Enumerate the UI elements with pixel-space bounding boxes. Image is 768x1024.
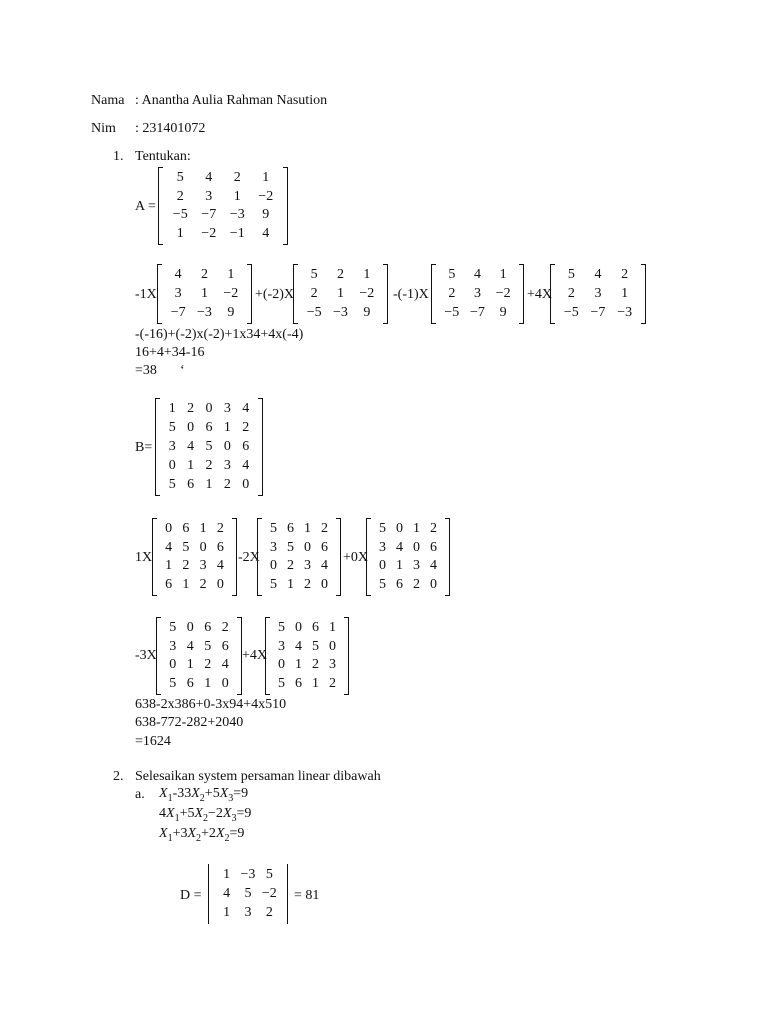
variable-subscript: 1 (174, 812, 180, 824)
question-2-title: Selesaikan system persaman linear dibawah (135, 769, 381, 784)
matrix-cell: 2 (221, 620, 229, 636)
matrix-cell: −2 (223, 286, 239, 301)
matrix-cell: 1 (227, 267, 235, 283)
matrix-cell: 0 (242, 476, 250, 492)
matrix-cell: 5 (265, 867, 273, 883)
bracket-left (550, 264, 555, 324)
question-2-number: 2. (113, 769, 124, 784)
matrix-cell: 9 (227, 304, 235, 320)
matrix-cell: 6 (182, 521, 190, 537)
matrix-cell: 5 (287, 539, 294, 555)
bracket-right (247, 264, 252, 324)
matrix-cell: 4 (430, 558, 437, 574)
matrix-cell: 6 (287, 521, 294, 537)
matrix-cell: 1 (287, 576, 294, 592)
matrix-cell: −5 (563, 304, 579, 320)
matrix-cell: 6 (242, 439, 250, 454)
matrix-cell: −3 (333, 304, 348, 320)
matrix-cell: 6 (205, 420, 213, 436)
determinant-d-result: = 81 (294, 888, 320, 903)
matrix-cell: 4 (223, 886, 231, 901)
matrix-cell: −2 (258, 188, 274, 204)
matrix-cell: 2 (182, 558, 190, 574)
matrix-cell: 5 (278, 620, 285, 636)
variable-subscript: 1 (167, 792, 173, 804)
matrix-cell: 5 (379, 576, 386, 592)
matrix-cell: 2 (287, 558, 294, 574)
matrix-cell: 3 (223, 401, 231, 417)
sub-question-a: a. (135, 787, 145, 802)
variable-subscript: 2 (203, 812, 209, 824)
matrix-cell: 6 (221, 638, 229, 654)
equation-variable: X (159, 826, 168, 841)
matrix-cell: −7 (201, 207, 217, 223)
matrix-cell: 1 (233, 188, 241, 204)
equation-operator: 4 (159, 806, 166, 821)
matrix-cell: 0 (304, 539, 311, 555)
equation-operator: =9 (229, 826, 245, 841)
calculation-b-result: =1624 (135, 734, 171, 749)
matrix-cell: 2 (321, 521, 328, 537)
expansion-b-coef: 1X (135, 550, 153, 565)
expansion-b-minor (265, 617, 349, 695)
matrix-cell: −1 (229, 225, 245, 241)
matrix-cell: 1 (396, 558, 403, 574)
determinant-d-label: D = (180, 888, 202, 903)
nama-label: Nama (91, 93, 125, 108)
equation-variable: X (166, 806, 175, 821)
equation-variable: X (219, 786, 229, 801)
matrix-cell: −3 (229, 207, 245, 223)
matrix-cell: 2 (176, 188, 184, 204)
expansion-b-coef: +4X (242, 648, 268, 663)
equation-operator: +5 (204, 786, 220, 801)
bracket-left (293, 264, 298, 324)
matrix-cell: 3 (270, 539, 277, 555)
matrix-cell: 5 (270, 521, 277, 537)
matrix-cell: 0 (205, 401, 213, 417)
matrix-cell: 6 (321, 539, 328, 555)
matrix-cell: 5 (176, 170, 184, 186)
matrix-cell: 1 (186, 657, 194, 673)
matrix-cell: 0 (187, 420, 195, 436)
equation-variable: X (191, 786, 200, 801)
matrix-cell: 5 (379, 521, 386, 537)
matrix-b (155, 398, 263, 496)
nama-value: : Anantha Aulia Rahman Nasution (135, 93, 328, 108)
matrix-cell: −5 (306, 304, 322, 320)
matrix-cell: −7 (590, 304, 606, 320)
matrix-cell: 4 (295, 638, 302, 654)
matrix-cell: 1 (176, 225, 184, 241)
matrix-cell: 0 (430, 576, 437, 592)
matrix-cell: 2 (621, 267, 629, 283)
bracket-right (519, 264, 524, 324)
variable-subscript: 2 (224, 832, 230, 844)
expansion-b-coef: -3X (135, 648, 157, 663)
matrix-cell: 1 (187, 457, 195, 473)
matrix-cell: 1 (223, 867, 231, 883)
matrix-cell: 4 (221, 657, 229, 673)
expansion-a-minor (293, 264, 388, 324)
determinant-d (208, 864, 288, 924)
matrix-cell: 3 (278, 638, 285, 654)
matrix-cell: 0 (379, 558, 386, 574)
expansion-a-coef: +4X (527, 287, 553, 302)
matrix-cell: 2 (200, 267, 208, 283)
calculation-a-result: =38 (135, 363, 157, 378)
matrix-cell: 4 (186, 638, 194, 654)
matrix-cell: 2 (448, 286, 456, 301)
equation-operator: =9 (236, 806, 252, 821)
question-1-title: Tentukan: (135, 149, 191, 164)
matrix-cell: 5 (278, 675, 285, 691)
matrix-cell: −3 (240, 867, 256, 883)
matrix-cell: 4 (165, 539, 173, 555)
matrix-cell: −2 (201, 225, 217, 241)
matrix-cell: 0 (199, 539, 207, 555)
variable-subscript: 3 (231, 812, 237, 824)
bracket-left (366, 518, 371, 596)
equation-variable: X (215, 826, 225, 841)
equation-variable: X (159, 786, 168, 801)
bracket-left (431, 264, 436, 324)
expansion-b-coef: +0X (343, 550, 369, 565)
matrix-a-label: A = (135, 199, 156, 214)
matrix-cell: 6 (187, 476, 195, 492)
matrix-cell: 3 (199, 558, 207, 574)
matrix-cell: 1 (336, 286, 344, 301)
matrix-cell: 2 (205, 457, 213, 473)
matrix-cell: 0 (221, 675, 229, 691)
matrix-cell: 0 (321, 576, 328, 592)
matrix-cell: 4 (242, 457, 250, 473)
expansion-b-minor (366, 518, 450, 596)
matrix-cell: 9 (499, 304, 507, 320)
matrix-cell: 5 (182, 539, 190, 555)
matrix-cell: 3 (473, 286, 481, 301)
bracket-left (157, 264, 162, 324)
matrix-cell: 3 (304, 558, 311, 574)
matrix-cell: 1 (199, 521, 207, 537)
matrix-a (158, 167, 288, 245)
matrix-cell: 0 (216, 576, 224, 592)
variable-subscript: 3 (228, 792, 234, 804)
bracket-left (155, 398, 160, 496)
matrix-cell: 2 (430, 521, 437, 537)
equation-line (159, 806, 251, 827)
matrix-cell: 5 (169, 675, 177, 691)
matrix-cell: 9 (262, 207, 270, 223)
expansion-b-minor (156, 617, 242, 695)
matrix-cell: 5 (270, 576, 277, 592)
matrix-cell: −2 (261, 886, 277, 901)
matrix-cell: 6 (430, 539, 437, 555)
question-1-number: 1. (113, 149, 124, 164)
matrix-cell: 0 (295, 620, 302, 636)
variable-subscript: 2 (199, 792, 205, 804)
matrix-b-label: B= (135, 440, 153, 455)
equation-operator: +2 (201, 826, 216, 841)
expansion-a-coef: -1X (135, 287, 157, 302)
matrix-cell: 6 (295, 675, 302, 691)
matrix-cell: 2 (216, 521, 224, 537)
matrix-cell: 1 (204, 675, 212, 691)
equation-line (159, 786, 248, 807)
expansion-a-coef: +(-2)X (255, 287, 294, 302)
matrix-cell: 0 (186, 620, 194, 636)
matrix-cell: −2 (359, 286, 375, 301)
equation-variable: X (194, 806, 204, 821)
matrix-cell: 2 (233, 170, 241, 186)
matrix-cell: 5 (168, 420, 176, 436)
nim-value: : 231401072 (135, 121, 206, 136)
matrix-cell: 3 (169, 638, 177, 654)
matrix-cell: 2 (204, 657, 212, 673)
bracket-right (258, 398, 263, 496)
matrix-cell: 1 (262, 170, 270, 186)
matrix-cell: 0 (270, 558, 277, 574)
bracket-left (156, 617, 161, 695)
expansion-a-minor (431, 264, 524, 324)
matrix-cell: −3 (197, 304, 212, 320)
matrix-cell: 2 (567, 286, 575, 301)
bracket-right (232, 518, 237, 596)
matrix-cell: 2 (312, 657, 319, 673)
expansion-b-minor (257, 518, 341, 596)
matrix-cell: 1 (205, 476, 213, 492)
bracket-right (383, 264, 388, 324)
matrix-cell: 6 (396, 576, 403, 592)
matrix-cell: 6 (312, 620, 319, 636)
calculation-b-line: 638-2x386+0-3x94+4x510 (135, 697, 287, 712)
matrix-cell: −7 (170, 304, 186, 320)
matrix-cell: 1 (329, 620, 336, 636)
matrix-cell: 5 (244, 886, 252, 901)
matrix-cell: 3 (244, 904, 252, 920)
matrix-cell: 2 (310, 286, 318, 301)
matrix-cell: 2 (265, 904, 273, 920)
matrix-cell: 5 (205, 439, 213, 454)
matrix-cell: 2 (336, 267, 344, 283)
matrix-cell: 3 (205, 188, 213, 204)
matrix-cell: 2 (223, 476, 231, 492)
equation-line (159, 826, 244, 847)
variable-subscript: 1 (167, 832, 173, 844)
equation-variable: X (222, 806, 232, 821)
matrix-cell: 6 (216, 539, 224, 555)
matrix-cell: 5 (168, 476, 176, 492)
matrix-cell: 4 (242, 401, 250, 417)
bracket-left (265, 617, 270, 695)
matrix-cell: 0 (165, 521, 173, 537)
matrix-cell: 1 (312, 675, 319, 691)
matrix-cell: 4 (205, 170, 213, 186)
matrix-cell: −5 (172, 207, 188, 223)
matrix-cell: 0 (278, 657, 285, 673)
equation-operator: -33 (172, 786, 192, 801)
matrix-cell: 4 (321, 558, 328, 574)
matrix-cell: 3 (223, 457, 231, 473)
stray-mark: ‘ (180, 363, 185, 378)
matrix-cell: 2 (329, 675, 336, 691)
matrix-cell: 6 (204, 620, 212, 636)
matrix-cell: 1 (168, 401, 176, 417)
nim-label: Nim (91, 121, 116, 136)
determinant-bar-right (287, 864, 288, 924)
matrix-cell: 4 (187, 439, 195, 454)
matrix-cell: 5 (169, 620, 177, 636)
matrix-cell: 6 (186, 675, 194, 691)
bracket-right (445, 518, 450, 596)
determinant-bar-left (208, 864, 209, 924)
matrix-cell: 4 (174, 267, 182, 283)
bracket-left (158, 167, 163, 245)
equation-operator: +3 (172, 826, 188, 841)
bracket-left (152, 518, 157, 596)
matrix-cell: 4 (396, 539, 403, 555)
matrix-cell: 1 (295, 657, 302, 673)
matrix-cell: 0 (168, 457, 176, 473)
matrix-cell: 1 (200, 286, 208, 301)
matrix-cell: 1 (223, 420, 231, 436)
matrix-cell: 4 (473, 267, 481, 283)
matrix-cell: 5 (310, 267, 318, 283)
matrix-cell: 0 (413, 539, 420, 555)
expansion-b-minor (152, 518, 237, 596)
matrix-cell: −7 (470, 304, 485, 320)
matrix-cell: 6 (165, 576, 173, 592)
matrix-cell: −5 (444, 304, 460, 320)
matrix-cell: 2 (304, 576, 311, 592)
matrix-cell: 5 (312, 638, 319, 654)
matrix-cell: 1 (621, 286, 629, 301)
matrix-cell: 0 (223, 439, 231, 454)
equation-operator: +5 (179, 806, 195, 821)
matrix-cell: 4 (262, 225, 270, 241)
matrix-cell: 0 (329, 638, 336, 654)
matrix-cell: 4 (216, 558, 224, 574)
matrix-cell: 4 (594, 267, 602, 283)
expansion-a-minor (157, 264, 252, 324)
matrix-cell: 0 (396, 521, 403, 537)
expansion-a-coef: -(-1)X (393, 287, 429, 302)
matrix-cell: 2 (199, 576, 207, 592)
matrix-cell: 1 (499, 267, 507, 283)
equation-operator: =9 (233, 786, 249, 801)
calculation-a-line: 16+4+34-16 (135, 345, 205, 360)
matrix-cell: 1 (182, 576, 190, 592)
matrix-cell: 2 (187, 401, 195, 417)
bracket-left (257, 518, 262, 596)
matrix-cell: 1 (413, 521, 420, 537)
variable-subscript: 2 (196, 832, 202, 844)
matrix-cell: −2 (495, 286, 511, 301)
matrix-cell: 2 (242, 420, 250, 436)
calculation-a-line: -(-16)+(-2)x(-2)+1x34+4x(-4) (135, 327, 304, 342)
matrix-cell: −3 (617, 304, 633, 320)
bracket-right (336, 518, 341, 596)
matrix-cell: 1 (223, 904, 231, 920)
matrix-cell: 3 (594, 286, 602, 301)
matrix-cell: 9 (363, 304, 371, 320)
matrix-cell: 5 (448, 267, 456, 283)
matrix-cell: 1 (363, 267, 371, 283)
bracket-right (344, 617, 349, 695)
matrix-cell: 2 (413, 576, 420, 592)
matrix-cell: 1 (165, 558, 173, 574)
matrix-cell: 3 (329, 657, 336, 673)
matrix-cell: 3 (168, 439, 176, 454)
bracket-right (641, 264, 646, 324)
matrix-cell: 1 (304, 521, 311, 537)
expansion-b-coef: -2X (238, 550, 260, 565)
calculation-b-line: 638-772-282+2040 (135, 715, 244, 730)
matrix-cell: 5 (567, 267, 575, 283)
matrix-cell: 3 (379, 539, 386, 555)
bracket-right (283, 167, 288, 245)
expansion-a-minor (550, 264, 646, 324)
equation-variable: X (187, 826, 197, 841)
matrix-cell: 3 (413, 558, 420, 574)
matrix-cell: 5 (204, 638, 212, 654)
matrix-cell: 3 (174, 286, 182, 301)
matrix-cell: 0 (169, 657, 177, 673)
equation-operator: −2 (208, 806, 223, 821)
